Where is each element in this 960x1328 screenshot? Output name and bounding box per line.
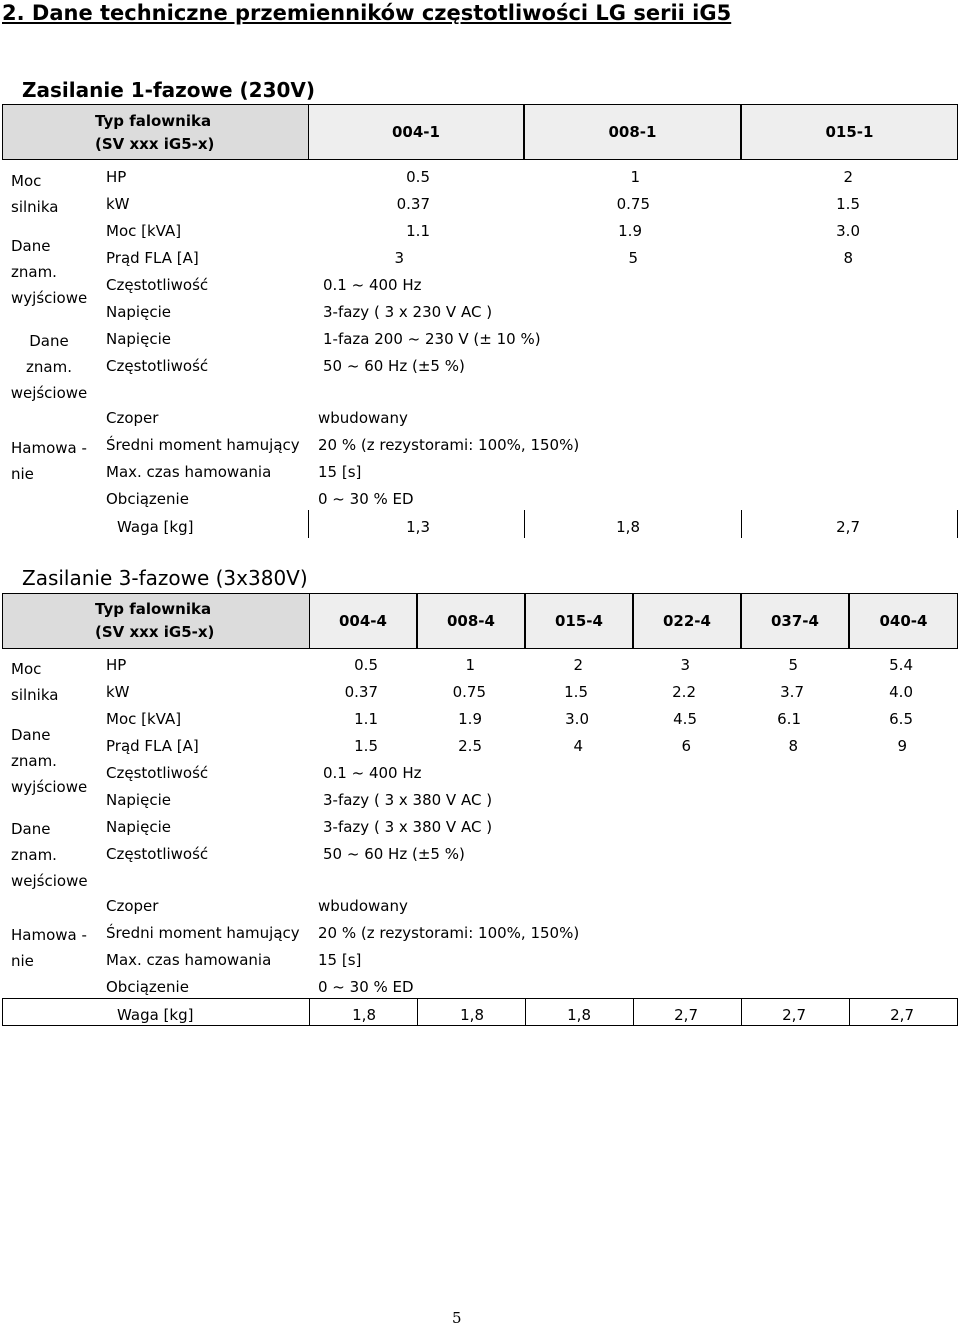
table2-weight-cell: 1,8 <box>460 1006 484 1024</box>
table2-cell: 4.0 <box>889 683 913 701</box>
table2-group-input: Dane znam. wejściowe <box>11 820 88 890</box>
table1-cell: 0.75 <box>616 195 650 213</box>
table1-label-czoper: Czoper <box>106 409 159 427</box>
table2-weight-cell: 1,8 <box>352 1006 376 1024</box>
table2-model-col-3: 015-4 <box>525 593 633 649</box>
table1-label-kva: Moc [kVA] <box>106 222 182 240</box>
table2-weight-divider <box>741 998 742 1026</box>
table2-label-out-volt: Napięcie <box>106 791 171 809</box>
table1-weight-divider <box>741 510 742 538</box>
table2-cell: 0.75 <box>452 683 486 701</box>
table1-label-hp: HP <box>106 168 127 186</box>
table2-cell: 3.7 <box>780 683 804 701</box>
table2-model-col-5: 037-4 <box>741 593 849 649</box>
table1-cell: 0.37 <box>396 195 430 213</box>
table1-cell: 1.1 <box>406 222 430 240</box>
table1-weight-divider <box>308 510 309 538</box>
table2-weight-divider <box>633 998 634 1026</box>
table2-weight-divider <box>525 998 526 1026</box>
table1-cell: 0 ~ 30 % ED <box>318 490 414 508</box>
table1-label-kw: kW <box>106 195 130 213</box>
table2-model-col-6: 040-4 <box>849 593 958 649</box>
table2-label-in-volt: Napięcie <box>106 818 171 836</box>
table2-cell: 6.1 <box>777 710 801 728</box>
table2-cell: 1.1 <box>354 710 378 728</box>
table2-label-out-freq: Częstotliwość <box>106 764 209 782</box>
table2-label-kw: kW <box>106 683 130 701</box>
table1-cell: 1-faza 200 ~ 230 V (± 10 %) <box>323 330 541 348</box>
table1-label-czas: Max. czas hamowania <box>106 463 272 481</box>
page-title: 2. Dane techniczne przemienników częstotliwości LG serii iG5 <box>2 1 732 25</box>
table2-cell: 0.37 <box>344 683 378 701</box>
table2-cell: 2.5 <box>458 737 482 755</box>
table2-cell: wbudowany <box>318 897 408 915</box>
table1-group-output: Dane znam. wyjściowe <box>11 237 88 307</box>
table1-label-in-volt: Napięcie <box>106 330 171 348</box>
table1-cell: 15 [s] <box>318 463 362 481</box>
table2-model-col-2: 008-4 <box>417 593 525 649</box>
table1-weight-cell: 1,8 <box>616 518 640 536</box>
table1-cell: wbudowany <box>318 409 408 427</box>
table2-weight-divider <box>849 998 850 1026</box>
table2-label-fla: Prąd FLA [A] <box>106 737 199 755</box>
table1-label-out-freq: Częstotliwość <box>106 276 209 294</box>
table2-weight-cell: 2,7 <box>674 1006 698 1024</box>
table2-group-moc: Moc silnika <box>11 660 59 704</box>
table2-weight-cell: 2,7 <box>890 1006 914 1024</box>
table2-weight-label: Waga [kg] <box>117 1006 194 1024</box>
table1-group-braking: Hamowa - nie <box>11 439 87 483</box>
table2-cell: 0.1 ~ 400 Hz <box>323 764 422 782</box>
table2-model-col-1: 004-4 <box>309 593 417 649</box>
table2-cell: 4 <box>573 737 583 755</box>
page-number: 5 <box>452 1309 462 1327</box>
table1-cell: 0.5 <box>406 168 430 186</box>
table2-weight-divider <box>309 998 310 1026</box>
table2-cell: 3.0 <box>565 710 589 728</box>
table1-cell: 1.5 <box>836 195 860 213</box>
table2-cell: 4.5 <box>673 710 697 728</box>
table2-cell: 5.4 <box>889 656 913 674</box>
table2-label-moment: Średni moment hamujący <box>106 924 300 942</box>
table2-label-czas: Max. czas hamowania <box>106 951 272 969</box>
table2-cell: 15 [s] <box>318 951 362 969</box>
table1-label-fla: Prąd FLA [A] <box>106 249 199 267</box>
table2-weight-cell: 1,8 <box>567 1006 591 1024</box>
table1-group-input: Dane znam. wejściowe <box>10 332 88 402</box>
table2-cell: 3-fazy ( 3 x 380 V AC ) <box>323 818 493 836</box>
table1-cell: 3 <box>394 249 404 267</box>
table2-cell: 1.5 <box>354 737 378 755</box>
table1-cell: 5 <box>628 249 638 267</box>
table1-weight-divider <box>957 510 958 538</box>
table2-cell: 2.2 <box>672 683 696 701</box>
table2-cell: 5 <box>788 656 798 674</box>
table2-label-hp: HP <box>106 656 127 674</box>
table2-cell: 9 <box>897 737 907 755</box>
table2-cell: 6.5 <box>889 710 913 728</box>
table2-weight-cell: 2,7 <box>782 1006 806 1024</box>
table2-cell: 1 <box>465 656 475 674</box>
table1-label-in-freq: Częstotliwość <box>106 357 209 375</box>
table2-type-label: Typ falownika (SV xxx iG5-x) <box>95 600 215 641</box>
table2-label-kva: Moc [kVA] <box>106 710 182 728</box>
table1-label-obc: Obciązenie <box>106 490 189 508</box>
table1-weight-cell: 1,3 <box>406 518 430 536</box>
table1-model-col-2: 008-1 <box>524 104 741 160</box>
table1-weight-label: Waga [kg] <box>117 518 194 536</box>
table2-cell: 0 ~ 30 % ED <box>318 978 414 996</box>
table2-cell: 1.9 <box>458 710 482 728</box>
table1-cell: 3.0 <box>836 222 860 240</box>
table2-model-col-4: 022-4 <box>633 593 741 649</box>
table1-group-moc: Moc silnika <box>11 172 59 216</box>
table2-cell: 6 <box>681 737 691 755</box>
table1-cell: 8 <box>843 249 853 267</box>
table1-weight-divider <box>524 510 525 538</box>
table1-cell: 2 <box>843 168 853 186</box>
table1-cell: 0.1 ~ 400 Hz <box>323 276 422 294</box>
table2-weight-divider <box>417 998 418 1026</box>
table2-cell: 3-fazy ( 3 x 380 V AC ) <box>323 791 493 809</box>
table2-label-czoper: Czoper <box>106 897 159 915</box>
table2-label-in-freq: Częstotliwość <box>106 845 209 863</box>
table2-cell: 20 % (z rezystorami: 100%, 150%) <box>318 924 580 942</box>
table1-title: Zasilanie 1-fazowe (230V) <box>22 78 316 102</box>
table2-cell: 1.5 <box>564 683 588 701</box>
table2-cell: 2 <box>573 656 583 674</box>
table2-cell: 50 ~ 60 Hz (±5 %) <box>323 845 465 863</box>
table1-cell: 1.9 <box>618 222 642 240</box>
table1-label-moment: Średni moment hamujący <box>106 436 300 454</box>
table2-cell: 8 <box>788 737 798 755</box>
table1-cell: 3-fazy ( 3 x 230 V AC ) <box>323 303 493 321</box>
table2-cell: 0.5 <box>354 656 378 674</box>
table2-group-braking: Hamowa - nie <box>11 926 87 970</box>
table1-label-out-volt: Napięcie <box>106 303 171 321</box>
table2-cell: 3 <box>680 656 690 674</box>
table1-cell: 1 <box>630 168 640 186</box>
table2-group-output: Dane znam. wyjściowe <box>11 726 88 796</box>
table1-cell: 20 % (z rezystorami: 100%, 150%) <box>318 436 580 454</box>
table1-weight-cell: 2,7 <box>836 518 860 536</box>
table1-model-col-1: 004-1 <box>308 104 524 160</box>
table2-title: Zasilanie 3-fazowe (3x380V) <box>22 566 308 590</box>
table1-type-label: Typ falownika (SV xxx iG5-x) <box>95 112 215 153</box>
table2-label-obc: Obciązenie <box>106 978 189 996</box>
table1-model-col-3: 015-1 <box>741 104 958 160</box>
table1-cell: 50 ~ 60 Hz (±5 %) <box>323 357 465 375</box>
